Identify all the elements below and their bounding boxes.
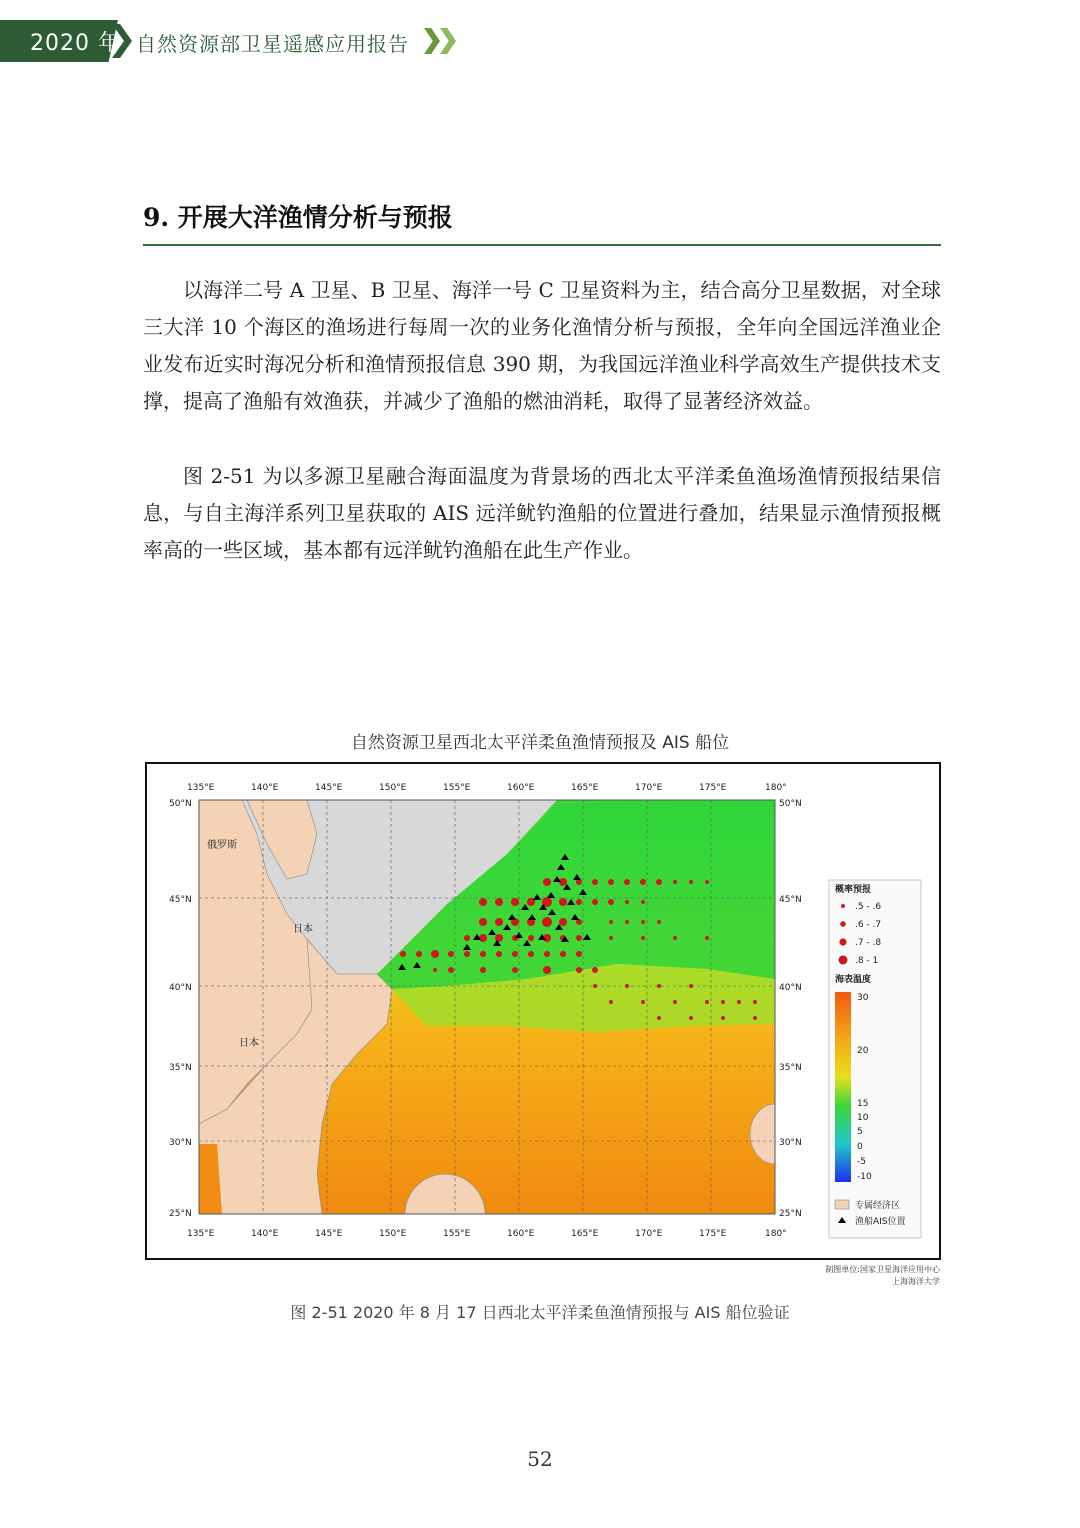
lon-label: 140°E — [251, 1229, 279, 1239]
running-header — [0, 20, 480, 62]
lon-label: 165°E — [571, 783, 599, 793]
lon-label: 175°E — [699, 783, 727, 793]
lon-label: 175°E — [699, 1229, 727, 1239]
lat-label: 30°N — [169, 1138, 192, 1148]
lon-label: 150°E — [379, 783, 407, 793]
lon-label: 160°E — [507, 1229, 535, 1239]
legend-prob-swatch — [839, 956, 848, 965]
legend-eez-label: 专属经济区 — [855, 1201, 901, 1211]
fishery-forecast-map — [145, 762, 941, 1260]
chevron-right-icon — [440, 28, 456, 54]
sst-tick: 20 — [857, 1046, 869, 1056]
sst-tick: 5 — [857, 1127, 863, 1137]
legend-prob-swatch — [840, 921, 846, 927]
lat-label: 45°N — [779, 895, 802, 905]
lon-label: 135°E — [187, 783, 215, 793]
lat-label: 40°N — [779, 983, 802, 993]
lon-label: 165°E — [571, 1229, 599, 1239]
legend-prob-title: 概率预报 — [835, 885, 872, 895]
map-credit: 制图单位:国家卫星海洋应用中心 — [825, 1265, 940, 1274]
figure-title: 自然资源卫星西北太平洋柔鱼渔情预报及 AIS 船位 — [350, 733, 730, 753]
sst-tick: 0 — [857, 1142, 863, 1152]
lon-label: 155°E — [443, 783, 471, 793]
map-canvas — [147, 764, 939, 1258]
place-label-japan-north: 日本 — [293, 924, 313, 935]
chevron-right-icon — [424, 28, 440, 54]
lat-labels-right — [779, 799, 802, 1219]
sst-colorbar — [835, 992, 851, 1182]
lon-labels-top — [187, 783, 787, 793]
lon-label: 155°E — [443, 1229, 471, 1239]
lat-label: 35°N — [169, 1063, 192, 1073]
legend-prob-item: .5 - .6 — [855, 902, 882, 912]
lat-label: 25°N — [169, 1209, 192, 1219]
lon-label: 140°E — [251, 783, 279, 793]
lat-label: 45°N — [169, 895, 192, 905]
lon-label: 145°E — [315, 783, 343, 793]
sst-tick: 15 — [857, 1099, 869, 1109]
legend-prob-item: .6 - .7 — [855, 920, 882, 930]
report-title: 自然资源部卫星遥感应用报告 — [136, 32, 409, 56]
place-label-russia: 俄罗斯 — [207, 840, 237, 851]
year-label: 2020 年 — [30, 31, 121, 56]
lat-label: 40°N — [169, 983, 192, 993]
lat-label: 30°N — [779, 1138, 802, 1148]
paragraph-2: 图 2-51 为以多源卫星融合海面温度为背景场的西北太平洋柔鱼渔场渔情预报结果信息，与自主海洋系列卫星获取的 AIS 远洋鱿钓渔船的位置进行叠加，结果显示渔情预报概率高的一些区域，基本都有远洋鱿钓渔船在此生产作业。 — [143, 464, 941, 562]
sst-tick: -5 — [857, 1157, 866, 1167]
sst-tick: 10 — [857, 1113, 869, 1123]
lon-label: 180° — [765, 1229, 787, 1239]
figure-caption: 图 2-51 2020 年 8 月 17 日西北太平洋柔鱼渔情预报与 AIS 船位验证 — [290, 1303, 790, 1322]
lat-label: 50°N — [169, 799, 192, 809]
legend-prob-swatch — [839, 938, 846, 945]
lon-label: 150°E — [379, 1229, 407, 1239]
section-divider — [143, 244, 941, 246]
section-title: 9. 开展大洋渔情分析与预报 — [143, 203, 453, 232]
eez-swatch — [835, 1200, 849, 1209]
sst-tick: 30 — [857, 993, 869, 1003]
page-number: 52 — [527, 1447, 553, 1471]
legend-prob-item: .8 - 1 — [855, 956, 879, 966]
lon-label: 170°E — [635, 783, 663, 793]
lat-label: 50°N — [779, 799, 802, 809]
legend-ais-label: 渔船AIS位置 — [855, 1217, 906, 1227]
sst-tick: -10 — [857, 1172, 872, 1182]
lon-label: 170°E — [635, 1229, 663, 1239]
lon-label: 135°E — [187, 1229, 215, 1239]
lat-label: 25°N — [779, 1209, 802, 1219]
legend-sst-title: 海表温度 — [835, 975, 872, 985]
paragraph-1: 以海洋二号 A 卫星、B 卫星、海洋一号 C 卫星资料为主，结合高分卫星数据，对全球三大洋 10 个海区的渔场进行每周一次的业务化渔情分析与预报，全年向全国远洋渔业企业发布近实时海况分析和渔情预报信息 390 期，为我国远洋渔业科学高效生产提供技术支撑，提高了渔船有效渔获，并减少了渔船的燃油消耗，取得了显著经济效益。 — [143, 278, 941, 413]
place-label-japan-south: 日本 — [239, 1038, 259, 1049]
map-credit: 上海海洋大学 — [892, 1277, 940, 1286]
legend-prob-item: .7 - .8 — [855, 938, 882, 948]
lat-labels-left — [169, 799, 192, 1219]
lon-label: 145°E — [315, 1229, 343, 1239]
lon-labels-bottom — [187, 1229, 787, 1239]
map-legend — [829, 880, 921, 1238]
lon-label: 160°E — [507, 783, 535, 793]
legend-prob-swatch — [841, 904, 845, 908]
lon-label: 180° — [765, 783, 787, 793]
lat-label: 35°N — [779, 1063, 802, 1073]
